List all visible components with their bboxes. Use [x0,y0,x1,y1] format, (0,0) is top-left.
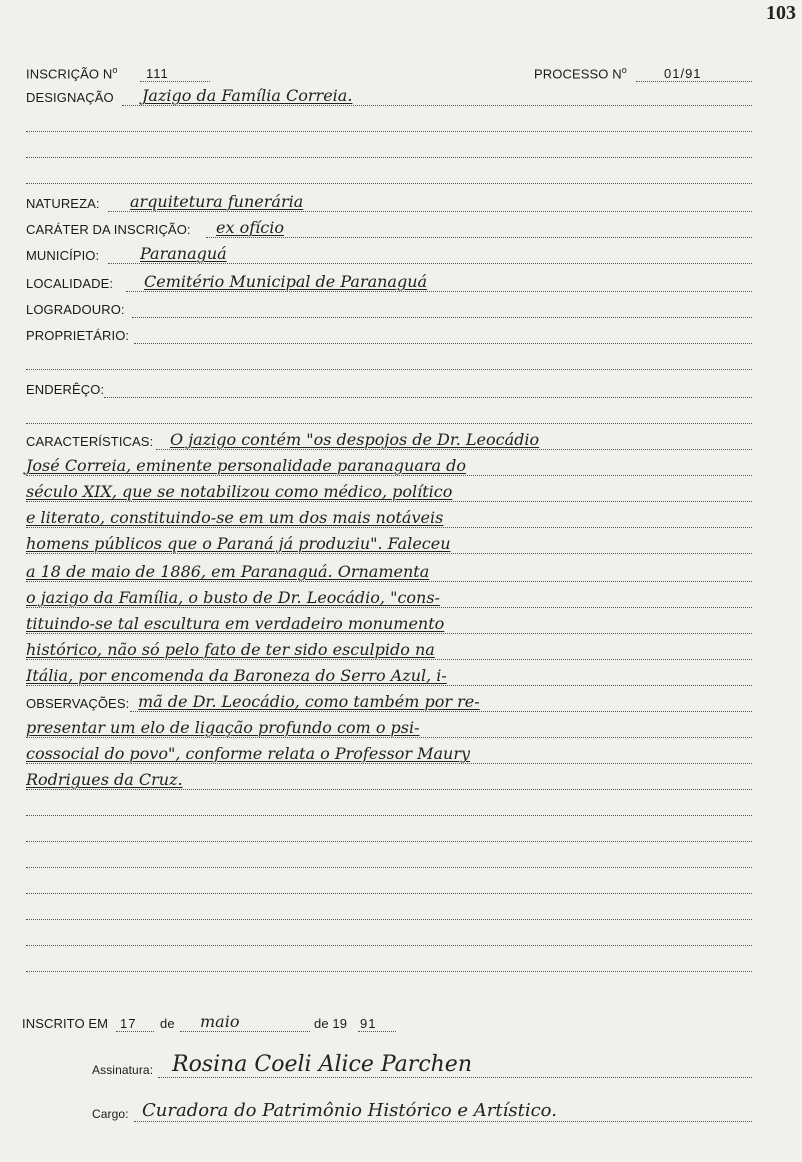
inscricao-label: INSCRIÇÃO $N^o$ [26,64,118,81]
caracteristicas-line [0,640,802,664]
natureza-row [0,192,802,216]
observacoes-line-2: cossocial do povo", conforme relata o Professor Maury [26,744,471,763]
line-dots [26,737,752,738]
inscrito-row [0,1012,802,1036]
endereco-row [0,378,802,402]
caracteristicas-dots [156,449,752,450]
cargo-label: Cargo: [92,1107,129,1121]
blank-line [0,404,802,428]
caracteristicas-line-7: tituindo-se tal escultura em verdadeiro monumento [26,614,445,633]
assinatura-row [0,1052,802,1082]
caracteristicas-label: CARACTERÍSTICAS: [26,434,154,449]
observacoes-line [0,718,802,742]
logradouro-label: LOGRADOURO: [26,302,125,317]
processo-label: PROCESSO $N^o$ [534,64,627,81]
blank-dots [26,423,752,424]
line-dots [26,581,752,582]
inscrito-day-dots [116,1031,154,1032]
blank-line [0,952,802,976]
line-dots [26,553,752,554]
carater-dots [206,237,752,238]
proprietario-label: PROPRIETÁRIO: [26,328,130,343]
blank-dots [26,919,752,920]
assinatura-label: Assinatura: [92,1063,154,1077]
caracteristicas-row [0,430,802,454]
observacoes-line [0,770,802,794]
inscricao-sup: o [112,64,118,75]
blank-dots [26,867,752,868]
line-dots [26,475,752,476]
caracteristicas-line [0,614,802,638]
caracteristicas-line-6: o jazigo da Família, o busto de Dr. Leocádio, "cons- [26,588,440,607]
inscrito-label: INSCRITO EM [22,1016,109,1031]
blank-dots [26,945,752,946]
observacoes-label: OBSERVAÇÕES: [26,696,130,711]
blank-line [0,874,802,898]
localidade-row [0,272,802,296]
page-number: 103 [766,2,796,24]
assinatura-dots [158,1077,752,1078]
endereco-label: ENDERÊÇO: [26,382,105,397]
localidade-label: LOCALIDADE: [26,276,114,291]
proprietario-dots [134,343,752,344]
municipio-label: MUNICÍPIO: [26,248,100,263]
carater-row [0,218,802,242]
caracteristicas-line [0,666,802,690]
caracteristicas-line-4: homens públicos que o Paraná já produziu". Faleceu [26,534,451,553]
caracteristicas-line [0,456,802,480]
line-dots [26,633,752,634]
blank-line [0,848,802,872]
cargo-dots [134,1121,752,1122]
inscrito-month-dots [180,1031,310,1032]
designacao-label: DESIGNAÇÃO [26,90,114,105]
line-dots [26,763,752,764]
caracteristicas-line [0,508,802,532]
header-row [0,62,802,86]
localidade-dots [126,291,752,292]
caracteristicas-line [0,534,802,558]
line-dots [26,607,752,608]
caracteristicas-line-1: José Correia, eminente personalidade paranaguara do [26,456,467,475]
carater-value: ex ofício [216,218,284,237]
designacao-row [0,86,802,110]
blank-dots [26,815,752,816]
inscrito-month: maio [200,1012,240,1031]
caracteristicas-line [0,482,802,506]
line-dots [26,527,752,528]
blank-dots [26,131,752,132]
inscricao-dots [140,81,210,82]
logradouro-dots [132,317,752,318]
observacoes-line-3: Rodrigues da Cruz. [26,770,183,789]
caracteristicas-line [0,562,802,586]
blank-line [0,822,802,846]
caracteristicas-line-0: O jazigo contém "os despojos de Dr. Leocádio [170,430,540,449]
blank-dots [26,971,752,972]
blank-line [0,164,802,188]
municipio-value: Paranaguá [140,244,227,263]
inscrito-year-dots [358,1031,396,1032]
natureza-dots [108,211,752,212]
processo-value: 01/91 [664,66,702,81]
inscrito-de2: de 19 [314,1016,348,1031]
observacoes-line [0,744,802,768]
blank-line [0,138,802,162]
observacoes-row [0,692,802,716]
line-dots [26,789,752,790]
observacoes-line-1: presentar um elo de ligação profundo com o psi- [26,718,420,737]
proprietario-row [0,324,802,348]
blank-line [0,112,802,136]
natureza-label: NATUREZA: [26,196,100,211]
blank-dots [26,183,752,184]
caracteristicas-line-3: e literato, constituindo-se em um dos mais notáveis [26,508,444,527]
blank-dots [26,369,752,370]
caracteristicas-line-5: a 18 de maio de 1886, em Paranaguá. Ornamenta [26,562,430,581]
observacoes-dots [130,711,752,712]
blank-dots [26,841,752,842]
carater-label: CARÁTER DA INSCRIÇÃO: [26,222,191,237]
caracteristicas-line [0,588,802,612]
line-dots [26,501,752,502]
municipio-dots [108,263,752,264]
cargo-value: Curadora do Patrimônio Histórico e Artístico. [142,1100,557,1121]
inscrito-year: 91 [360,1016,377,1031]
observacoes-line-0: mã de Dr. Leocádio, como também por re- [138,692,480,711]
logradouro-row [0,298,802,322]
designacao-value: Jazigo da Família Correia. [142,86,353,105]
blank-dots [26,893,752,894]
blank-line [0,926,802,950]
municipio-row [0,244,802,268]
inscrito-de1: de [160,1016,175,1031]
endereco-dots [104,397,752,398]
blank-line [0,350,802,374]
caracteristicas-line-9: Itália, por encomenda da Baroneza do Serro Azul, i- [26,666,447,685]
blank-dots [26,157,752,158]
designacao-dots [122,105,752,106]
processo-dots [636,81,752,82]
natureza-value: arquitetura funerária [130,192,304,211]
processo-sup: o [621,64,627,75]
localidade-value: Cemitério Municipal de Paranaguá [144,272,428,291]
line-dots [26,659,752,660]
line-dots [26,685,752,686]
blank-line [0,796,802,820]
caracteristicas-line-8: histórico, não só pelo fato de ter sido esculpido na [26,640,435,659]
inscrito-day: 17 [120,1016,137,1031]
assinatura-signature: Rosina Coeli Alice Parchen [172,1052,472,1077]
inscricao-value: 111 [146,66,169,81]
caracteristicas-line-2: século XIX, que se notabilizou como médico, político [26,482,453,501]
cargo-row [0,1098,802,1126]
blank-line [0,900,802,924]
